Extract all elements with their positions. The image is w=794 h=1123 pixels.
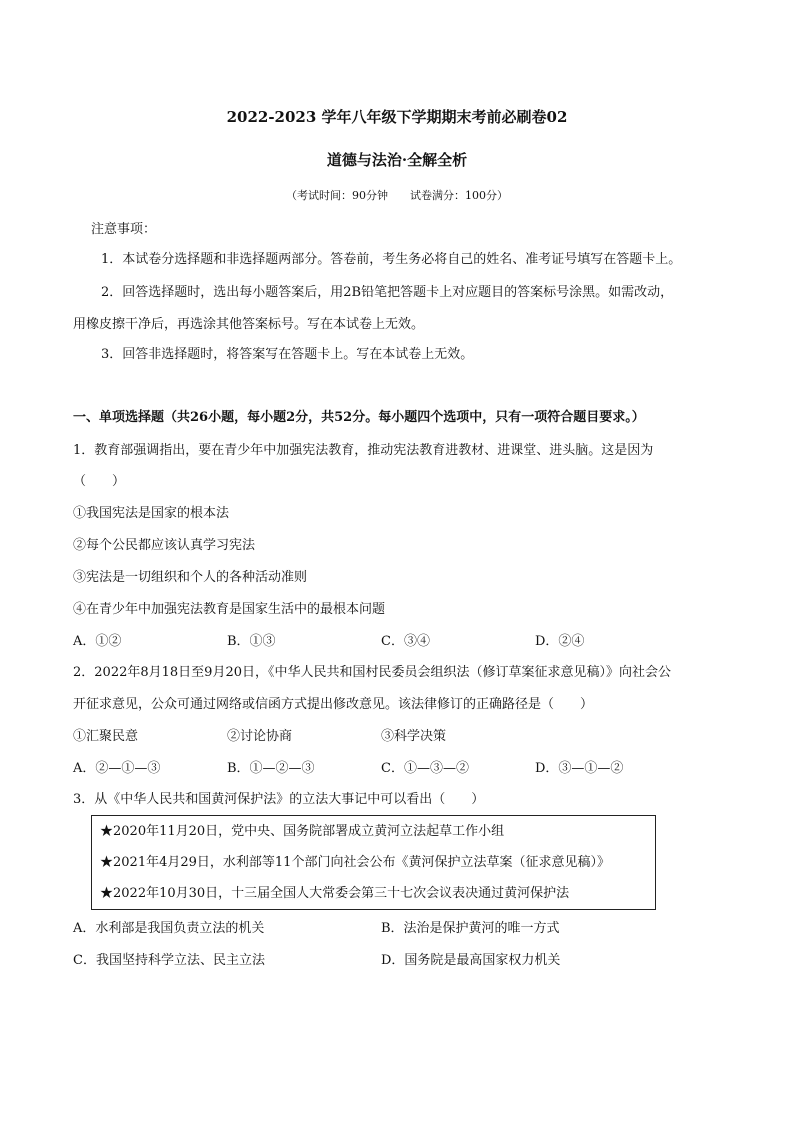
q1-stem: 1．教育部强调指出，要在青少年中加强宪法教育，推动宪法教育进教材、进课堂、进头脑。这是因为	[73, 443, 654, 458]
q1-item: ①我国宪法是国家的根本法	[73, 506, 230, 521]
q3-timeline-entry: ★2022年10月30日，十三届全国人大常委会第三十七次会议表决通过黄河保护法	[100, 886, 570, 901]
q2-item: ②讨论协商	[227, 729, 293, 744]
q3-stem: 3．从《中华人民共和国黄河保护法》的立法大事记中可以看出（ ）	[73, 792, 485, 807]
page-title: 2022-2023 学年八年级下学期期末考前必刷卷02	[226, 108, 568, 126]
q3-timeline-box	[91, 815, 656, 910]
exam-info: （考试时间：90分钟 试卷满分：100分）	[286, 189, 508, 202]
q1-option-a[interactable]: A．①②	[73, 634, 122, 649]
q2-option-c[interactable]: C．①—③—②	[381, 761, 469, 776]
q3-option-a[interactable]: A．水利部是我国负责立法的机关	[73, 921, 265, 936]
q1-item: ②每个公民都应该认真学习宪法	[73, 538, 256, 553]
q1-stem-blank: （ ）	[73, 474, 126, 489]
q2-stem-cont: 开征求意见，公众可通过网络或信函方式提出修改意见。该法律修订的正确路径是（ ）	[73, 697, 594, 712]
q2-item: ①汇聚民意	[73, 729, 139, 744]
notice-heading: 注意事项：	[91, 222, 157, 237]
q1-option-b[interactable]: B．①③	[227, 634, 276, 649]
page-subtitle: 道德与法治·全解全析	[326, 151, 468, 169]
q3-option-d[interactable]: D．国务院是最高国家权力机关	[381, 953, 561, 968]
section-heading: 一、单项选择题（共26小题，每小题2分，共52分。每小题四个选项中，只有一项符合题目要求。）	[73, 410, 645, 425]
q2-stem: 2．2022年8月18日至9月20日，《中华人民共和国村民委员会组织法（修订草案征求意见稿）》向社会公	[73, 665, 671, 680]
q3-timeline-entry: ★2021年4月29日，水利部等11个部门向社会公布《黄河保护立法草案（征求意见稿）》	[100, 855, 610, 870]
q3-option-b[interactable]: B．法治是保护黄河的唯一方式	[381, 921, 560, 936]
q1-item: ④在青少年中加强宪法教育是国家生活中的最根本问题	[73, 602, 386, 617]
q3-timeline-entry: ★2020年11月20日，党中央、国务院部署成立黄河立法起草工作小组	[100, 824, 505, 839]
q3-option-c[interactable]: C．我国坚持科学立法、民主立法	[73, 953, 265, 968]
q2-option-b[interactable]: B．①—②—③	[227, 761, 315, 776]
notice-item-1: 1．本试卷分选择题和非选择题两部分。答卷前，考生务必将自己的姓名、准考证号填写在答题卡上。	[101, 252, 682, 267]
q2-option-a[interactable]: A．②—①—③	[73, 761, 161, 776]
q1-item: ③宪法是一切组织和个人的各种活动准则	[73, 570, 308, 585]
notice-item-3: 3．回答非选择题时，将答案写在答题卡上。写在本试卷上无效。	[101, 347, 474, 362]
notice-item-2-cont: 用橡皮擦干净后，再选涂其他答案标号。写在本试卷上无效。	[73, 317, 425, 332]
q1-option-d[interactable]: D．②④	[535, 634, 585, 649]
q2-option-d[interactable]: D．③—①—②	[535, 761, 624, 776]
q1-option-c[interactable]: C．③④	[381, 634, 430, 649]
q2-item: ③科学决策	[381, 729, 447, 744]
notice-item-2: 2．回答选择题时，选出每小题答案后，用2B铅笔把答题卡上对应题目的答案标号涂黑。如需改动，	[101, 285, 674, 300]
